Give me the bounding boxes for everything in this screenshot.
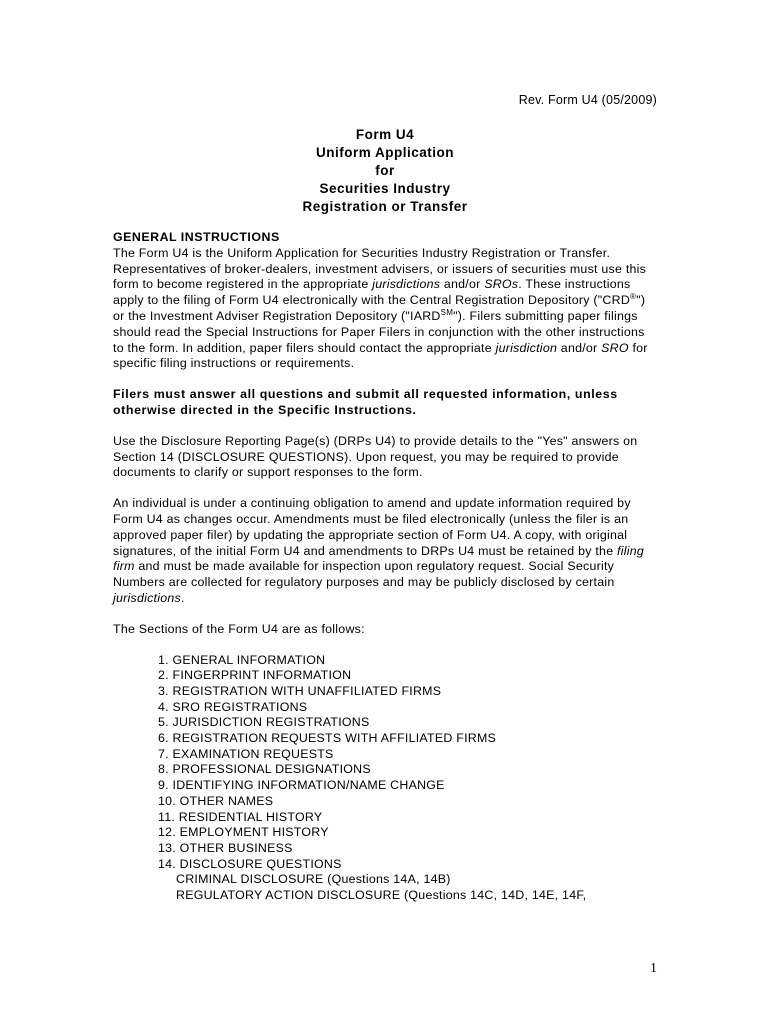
amendment-paragraph bbox=[113, 496, 653, 607]
defined-term: filing firm bbox=[113, 543, 645, 574]
section-item: 11. RESIDENTIAL HISTORY bbox=[158, 809, 323, 824]
title-line: Registration or Transfer bbox=[302, 199, 468, 214]
text-run: An individual is under a continuing obligation to amend and update information required by Form U4 as changes occur. Amendments must be filed electronically (unless the filer is an approved paper filer) by updating the appropriate section of Form U4. A copy, with original signatures, of the initial Form U4 and amendments to DRPs U4 must be retained by the bbox=[113, 496, 631, 558]
defined-term: jurisdiction bbox=[495, 340, 558, 355]
registered-mark: ® bbox=[630, 292, 637, 302]
title-line: Uniform Application bbox=[316, 145, 454, 160]
section-item: 10. OTHER NAMES bbox=[158, 793, 274, 808]
text-run: . These instructions apply to the filing of Form U4 electronically with the Central Registration Depository ("CRD bbox=[113, 277, 631, 308]
service-mark: SM bbox=[440, 307, 454, 317]
section-item: 5. JURISDICTION REGISTRATIONS bbox=[158, 715, 370, 730]
defined-term: jurisdictions bbox=[372, 277, 441, 292]
title-line: for bbox=[375, 163, 395, 178]
subsection-item: REGULATORY ACTION DISCLOSURE (Questions 14C, 14D, 14E, 14F, bbox=[176, 888, 587, 903]
section-item: 7. EXAMINATION REQUESTS bbox=[158, 746, 334, 761]
text-run: for specific filing instructions or requirements. bbox=[113, 340, 648, 371]
section-item: 8. PROFESSIONAL DESIGNATIONS bbox=[158, 762, 371, 777]
text-run: ") or the Investment Adviser Registration Depository ("IARD bbox=[113, 293, 646, 323]
section-item: 9. IDENTIFYING INFORMATION/NAME CHANGE bbox=[158, 778, 445, 793]
defined-term: SRO bbox=[601, 340, 629, 355]
defined-term: jurisdictions bbox=[113, 590, 181, 605]
sections-list bbox=[158, 653, 653, 904]
section-item: 2. FINGERPRINT INFORMATION bbox=[158, 668, 352, 683]
subsection-item: CRIMINAL DISCLOSURE (Questions 14A, 14B) bbox=[176, 872, 451, 887]
instructions-body bbox=[113, 230, 653, 904]
intro-paragraph bbox=[113, 246, 653, 372]
title-line: Securities Industry bbox=[319, 181, 451, 196]
revision-label: Rev. Form U4 (05/2009) bbox=[518, 93, 657, 107]
text-run: "). Filers submitting paper filings should read the Special Instructions for Paper Filers in conjunction with the other instructions to the form. In addition, paper filers should contact the appropriate bbox=[113, 308, 645, 355]
drp-paragraph: Use the Disclosure Reporting Page(s) (DRPs U4) to provide details to the "Yes" answers on Section 14 (DISCLOSURE QUESTIONS). Upon request, you may be required to provide documents to clarify or support responses to the form. bbox=[113, 433, 638, 480]
filers-must-answer-note: Filers must answer all questions and submit all requested information, unless otherwise directed in the Specific Instructions. bbox=[113, 387, 618, 417]
form-title bbox=[0, 126, 770, 216]
section-item: 6. REGISTRATION REQUESTS WITH AFFILIATED FIRMS bbox=[158, 731, 497, 746]
section-item: 4. SRO REGISTRATIONS bbox=[158, 699, 308, 714]
section-item: 1. GENERAL INFORMATION bbox=[158, 652, 326, 667]
title-line: Form U4 bbox=[355, 127, 415, 142]
section-item: 3. REGISTRATION WITH UNAFFILIATED FIRMS bbox=[158, 683, 442, 698]
section-item: 12. EMPLOYMENT HISTORY bbox=[158, 825, 329, 840]
text-run: and/or bbox=[440, 277, 485, 292]
defined-term: SROs bbox=[484, 277, 519, 292]
text-run: . bbox=[180, 590, 185, 605]
general-instructions-heading: GENERAL INSTRUCTIONS bbox=[113, 230, 280, 244]
text-run: and must be made available for inspection upon regulatory request. Social Security Numbers are collected for regulatory purposes and may be publicly disclosed by certain bbox=[113, 559, 615, 590]
text-run: The Form U4 is the Uniform Application for Securities Industry Registration or Transfer. Representatives of broker-dealers, investment advisers, or issuers of securities must use this form to become registered in the appropriate bbox=[113, 245, 647, 292]
page-number: 1 bbox=[650, 961, 657, 976]
text-run: and/or bbox=[557, 340, 602, 355]
section-item: 13. OTHER BUSINESS bbox=[158, 840, 293, 855]
section-item: 14. DISCLOSURE QUESTIONS bbox=[158, 856, 342, 871]
sections-intro: The Sections of the Form U4 are as follows: bbox=[113, 621, 365, 636]
